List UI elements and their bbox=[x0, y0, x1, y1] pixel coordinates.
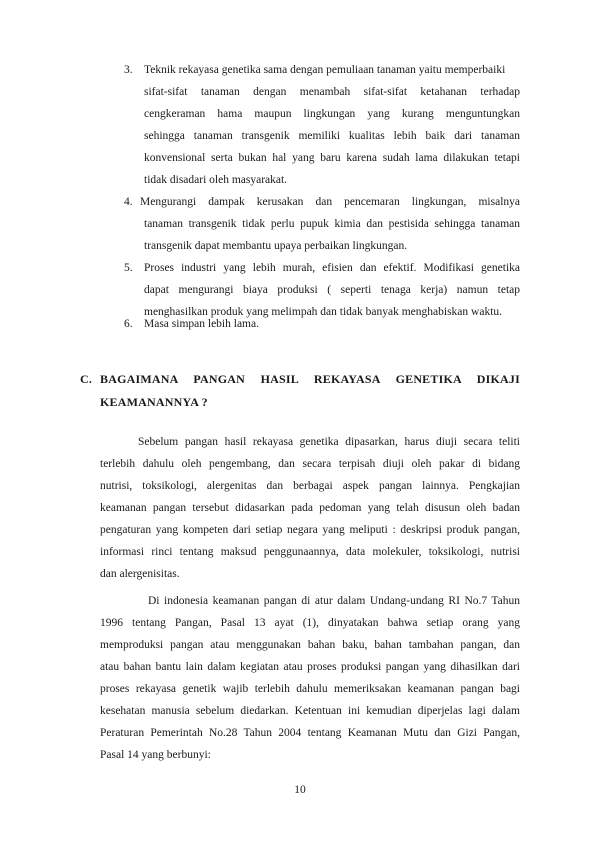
list-item-number: 3. bbox=[124, 64, 133, 76]
list-item-line: tanaman transgenik tidak perlu pupuk kimia dan pestisida sehingga tanaman bbox=[144, 218, 520, 230]
list-item-line: konvensional serta bukan hal yang baru karena sudah lama dilakukan tetapi bbox=[144, 152, 520, 164]
list-item-line: tidak disadari oleh masyarakat. bbox=[144, 174, 288, 186]
section-letter: C. bbox=[80, 372, 93, 386]
list-item-line: dapat mengurangi biaya produksi ( seperti tenaga kerja) namun tetap bbox=[144, 284, 520, 296]
paragraph-line: keamanan pangan tersebut didasarkan pada pedoman yang telah disusun oleh badan bbox=[100, 502, 520, 514]
paragraph-line: Pasal 14 yang berbunyi: bbox=[100, 749, 211, 761]
list-item-line: Proses industri yang lebih murah, efisien dan efektif. Modifikasi genetika bbox=[144, 262, 520, 274]
list-item-number: 4. bbox=[124, 196, 133, 208]
paragraph-line: kesehatan manusia sebelum diedarkan. Ketentuan ini kemudian diperjelas lagi dalam bbox=[100, 705, 520, 717]
list-item-line: menghasilkan produk yang melimpah dan tidak banyak menghabiskan waktu. bbox=[144, 306, 503, 318]
paragraph-line: proses rekayasa genetik wajib terlebih dahulu memeriksakan keamanan pangan bagi bbox=[100, 683, 520, 695]
paragraph-line: Sebelum pangan hasil rekayasa genetika dipasarkan, harus diuji secara teliti bbox=[138, 436, 520, 448]
paragraph-line: 1996 tentang Pangan, Pasal 13 ayat (1), dinyatakan bahwa setiap orang yang bbox=[100, 617, 520, 629]
paragraph-line: dan alergenisitas. bbox=[100, 568, 180, 580]
paragraph-line: atau bahan bantu lain dalam kegiatan atau proses produksi pangan yang dihasilkan dari bbox=[100, 661, 520, 673]
list-item-line: Masa simpan lebih lama. bbox=[144, 318, 259, 330]
page-number: 10 bbox=[294, 784, 306, 796]
section-heading-line-2: KEAMANANNYA ? bbox=[100, 395, 208, 409]
paragraph-line: informasi rinci tentang maksud penggunaannya, data molekuler, toksikologi, nutrisi bbox=[100, 546, 520, 558]
paragraph-line: nutrisi, toksikologi, alergenitas dan berbagai aspek pangan lainnya. Pengkajian bbox=[100, 480, 520, 492]
paragraph-line: Di indonesia keamanan pangan di atur dalam Undang-undang RI No.7 Tahun bbox=[148, 595, 520, 607]
list-item-line: sehingga tanaman transgenik memiliki kualitas lebih baik dari tanaman bbox=[144, 130, 520, 142]
list-item-line: Mengurangi dampak kerusakan dan pencemaran lingkungan, misalnya bbox=[140, 196, 520, 208]
list-item-line: sifat-sifat tanaman dengan menambah sifat-sifat ketahanan terhadap bbox=[144, 86, 520, 98]
list-item-number: 6. bbox=[124, 318, 133, 330]
list-item-line: transgenik dapat membantu upaya perbaikan lingkungan. bbox=[144, 240, 408, 252]
paragraph-line: Peraturan Pemerintah No.28 Tahun 2004 tentang Keamanan Mutu dan Gizi Pangan, bbox=[100, 727, 520, 739]
list-item-line: cengkeraman hama maupun lingkungan yang kurang menguntungkan bbox=[144, 108, 520, 120]
list-item-number: 5. bbox=[124, 262, 133, 274]
list-item-line: Teknik rekayasa genetika sama dengan pemuliaan tanaman yaitu memperbaiki bbox=[144, 64, 506, 76]
paragraph-line: pengaturan yang kompeten dari setiap negara yang meliputi : deskripsi produk pangan, bbox=[100, 524, 520, 536]
paragraph-line: terlebih dahulu oleh pengembang, dan secara terpisah diuji oleh pakar di bidang bbox=[100, 458, 520, 470]
section-heading-line-1: BAGAIMANA PANGAN HASIL REKAYASA GENETIKA DIKAJI bbox=[100, 372, 520, 386]
paragraph-line: memproduksi pangan atau menggunakan bahan baku, bahan tambahan pangan, dan bbox=[100, 639, 520, 651]
